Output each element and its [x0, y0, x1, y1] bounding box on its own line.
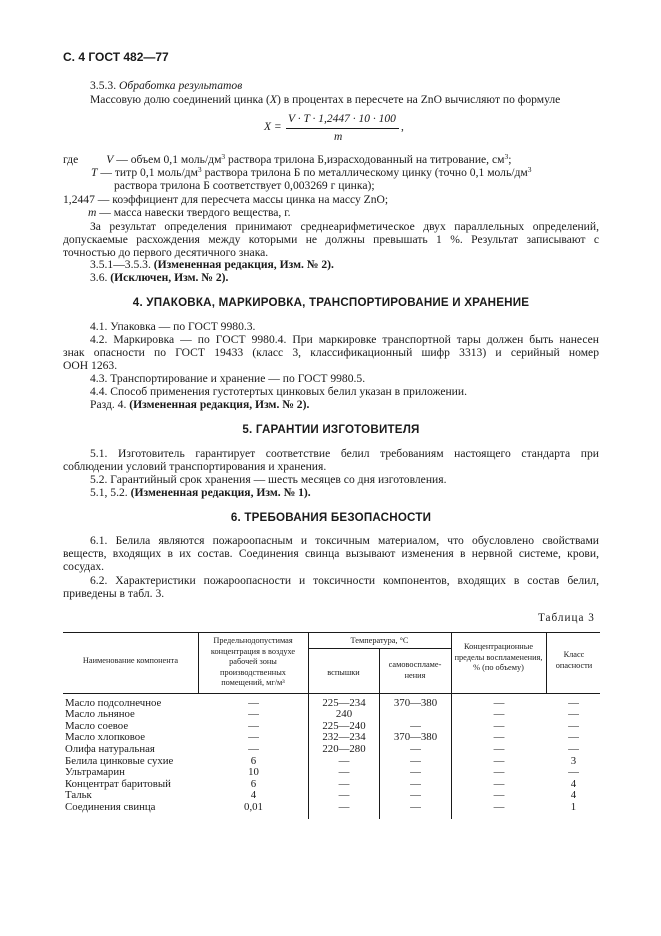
- formula-denominator: m: [334, 131, 343, 143]
- table-3: [63, 632, 600, 822]
- cell-flash: 240: [335, 708, 353, 720]
- section-5-p1-line1: 5.1. Изготовитель гарантирует соответствие белил требованиям настоящего стандарта при: [90, 447, 599, 460]
- cell-self-ignition: —: [410, 778, 421, 790]
- section-6-p1-line2: веществ, входящих в их состав. Соединения свинца вызывают изменения в нервной системе, крови,: [63, 547, 599, 560]
- cell-flash: —: [338, 801, 350, 813]
- section-6-title: 6. ТРЕБОВАНИЯ БЕЗОПАСНОСТИ: [230, 511, 432, 524]
- result-line-1: За результат определения принимают среднеарифметическое двух параллельных определений,: [90, 220, 599, 233]
- section-4-note-number: Разд. 4.: [90, 398, 127, 411]
- legend-t-continued: раствора трилона Б соответствует 0,003269 г цинка);: [114, 179, 375, 192]
- header-class: Класс опасности: [555, 650, 593, 670]
- section-4-p2-line3: ООН 1263.: [63, 359, 118, 372]
- note-36-number: 3.6.: [90, 271, 108, 284]
- cell-concentration: —: [493, 720, 505, 732]
- symbol-t: T: [91, 166, 98, 179]
- note-351-353-text: (Измененная редакция, Изм. № 2).: [153, 258, 334, 271]
- section-6-p1-line3: сосудах.: [63, 560, 105, 573]
- cell-name: Масло льняное: [65, 708, 135, 720]
- cell-concentration: —: [493, 731, 505, 743]
- note-36-text: (Исключен, Изм. № 2).: [110, 271, 229, 284]
- intro-text-b: ) в процентах в пересчете на ZnO вычисляют по формуле: [276, 93, 561, 106]
- note-36: [90, 271, 228, 284]
- legend-v: где V — объем 0,1 моль/$дм^3$ раствора трилона Б,израсходованный на титрование, $см^3$;: [63, 152, 512, 166]
- section-5-p2: 5.2. Гарантийный срок хранения — шесть месяцев со дня изготовления.: [90, 473, 447, 486]
- legend-v-text-c: ;: [508, 153, 512, 166]
- header-temperature: Температура, °С: [350, 636, 409, 645]
- symbol-m: m: [88, 206, 97, 219]
- section-353-heading: [90, 79, 242, 92]
- cell-self-ignition: 370—380: [393, 697, 438, 709]
- where-word: где: [63, 153, 79, 166]
- section-5-p1-line2: соблюдении условий транспортирования и хранения.: [63, 460, 327, 473]
- formula-numerator: V · T · 1,2447 · 10 · 100: [288, 113, 396, 125]
- formula-lhs: X =: [264, 121, 282, 133]
- cell-flash: —: [338, 766, 350, 778]
- intro-symbol-x: X: [269, 93, 277, 106]
- cell-name: Масло соевое: [65, 720, 129, 732]
- cell-pdk: —: [248, 731, 259, 743]
- cell-flash: —: [338, 755, 350, 767]
- cell-pdk: —: [248, 720, 259, 732]
- col-rule-1: [198, 632, 199, 693]
- cell-self-ignition: —: [410, 789, 421, 801]
- section-353-intro: [90, 93, 560, 106]
- formula-comma: ,: [401, 121, 404, 133]
- section-6-p2-line2: приведены в табл. 3.: [63, 587, 165, 600]
- header-self-ignition: самовоспламе-нения: [388, 660, 442, 680]
- section-353-title: Обработка результатов: [119, 79, 243, 92]
- cell-concentration: —: [493, 801, 505, 813]
- section-4-p2-line2: знак опасности по ГОСТ 19433 (класс 3, классификационный шифр 3313) и серийный номер: [63, 346, 599, 359]
- cell-self-ignition: —: [410, 801, 421, 813]
- cell-name: Масло хлопковое: [65, 731, 146, 743]
- formula-fraction-bar: [286, 128, 399, 129]
- cell-class: —: [568, 697, 579, 709]
- note-351-353-number: 3.5.1—3.5.3.: [90, 258, 151, 271]
- header-name: Наименование компонента: [82, 656, 179, 665]
- cell-pdk: —: [248, 697, 259, 709]
- cell-pdk: 6: [250, 778, 257, 790]
- cell-flash: 220—280: [322, 743, 366, 755]
- cell-class: 4: [570, 789, 577, 801]
- section-5-note-text: (Измененная редакция, Изм. № 1).: [130, 486, 311, 499]
- section-5-note: [90, 486, 311, 499]
- section-4-note-text: (Измененная редакция, Изм. № 2).: [129, 398, 310, 411]
- cell-concentration: —: [493, 743, 505, 755]
- result-line-3: точностью до первого десятичного знака.: [63, 246, 269, 259]
- note-351-353: [90, 258, 334, 271]
- cell-concentration: —: [493, 755, 505, 767]
- legend-m-text: — масса навески твердого вещества, г.: [96, 206, 291, 219]
- legend-t-text-b: раствора трилона Б по металлическому цинку (точно 0,1 моль/дм: [201, 166, 528, 179]
- section-4-title: 4. УПАКОВКА, МАРКИРОВКА, ТРАНСПОРТИРОВАНИЕ И ХРАНЕНИЕ: [132, 296, 530, 309]
- cell-name: Соединения свинца: [65, 801, 156, 813]
- section-4-p4: 4.4. Способ применения густотертых цинковых белил указан в приложении.: [90, 385, 467, 398]
- cell-name: Белила цинковые сухие: [65, 755, 174, 767]
- cell-name: Олифа натуральная: [65, 743, 155, 755]
- cell-self-ignition: 370—380: [393, 731, 438, 743]
- cell-name: Тальк: [65, 789, 92, 801]
- cell-class: —: [568, 743, 579, 755]
- cell-flash: 225—234: [322, 697, 366, 709]
- cell-class: 1: [570, 801, 577, 813]
- header-pdk: Предельнодопустимая концентрация в воздухе рабочей зоны производственных помещений, мг/м³: [210, 636, 296, 688]
- table-top-border: [63, 632, 600, 633]
- cell-class: —: [568, 720, 579, 732]
- table-header-bottom-border: [63, 693, 600, 694]
- cell-name: Ультрамарин: [65, 766, 125, 778]
- cell-self-ignition: —: [410, 743, 421, 755]
- cell-flash: 225—240: [322, 720, 366, 732]
- cell-pdk: —: [248, 743, 259, 755]
- cell-concentration: —: [493, 778, 505, 790]
- section-353-number: 3.5.3.: [90, 79, 117, 92]
- cell-self-ignition: —: [410, 720, 421, 732]
- header-flash: вспышки: [327, 668, 360, 677]
- header-concentration: Концентрационные пределы воспламенения, % (по объему): [454, 642, 543, 673]
- result-line-2: допускаемые расхождения между которыми не должны превышать 1 %. Результат записывают с: [63, 233, 599, 246]
- section-6-p1-line1: 6.1. Белила являются пожароопасным и токсичным материалом, что обусловлено свойствами: [90, 534, 599, 547]
- section-4-p2-line1: 4.2. Маркировка — по ГОСТ 9980.4. При маркировке транспортной тары должен быть нанесен: [90, 333, 599, 346]
- cell-class: —: [568, 708, 579, 720]
- section-6-p2-line1: 6.2. Характеристики пожароопасности и токсичности компонентов, входящих в состав белил,: [90, 574, 599, 587]
- cell-name: Концентрат баритовый: [65, 778, 171, 790]
- table-caption: Таблица 3: [538, 612, 595, 624]
- cell-self-ignition: —: [410, 755, 421, 767]
- section-5-title: 5. ГАРАНТИИ ИЗГОТОВИТЕЛЯ: [242, 423, 420, 436]
- cell-concentration: —: [493, 789, 505, 801]
- section-4-p1: 4.1. Упаковка — по ГОСТ 9980.3.: [90, 320, 256, 333]
- intro-text-a: Массовую долю соединений цинка (: [90, 93, 270, 106]
- legend-m: [88, 206, 291, 219]
- symbol-v: V: [106, 153, 114, 166]
- cell-flash: 232—234: [322, 731, 366, 743]
- cell-concentration: —: [493, 766, 505, 778]
- cell-pdk: 4: [250, 789, 257, 801]
- legend-t: T — титр 0,1 моль/$дм^3$ раствора трилона Б по металлическому цинку (точно 0,1 моль/$дм^3$: [91, 165, 532, 179]
- cell-class: 4: [570, 778, 577, 790]
- cell-class: —: [568, 731, 579, 743]
- col-rule-5: [546, 632, 547, 693]
- cell-pdk: 6: [250, 755, 257, 767]
- cell-pdk: 0,01: [244, 801, 263, 813]
- cell-self-ignition: —: [410, 766, 421, 778]
- cell-concentration: —: [493, 697, 505, 709]
- cell-concentration: —: [493, 708, 505, 720]
- section-4-p3: 4.3. Транспортирование и хранение — по ГОСТ 9980.5.: [90, 372, 366, 385]
- section-5-note-number: 5.1, 5.2.: [90, 486, 128, 499]
- cell-flash: —: [338, 789, 350, 801]
- section-4-note: [90, 398, 309, 411]
- cell-class: —: [568, 766, 579, 778]
- legend-v-text-a: — объем 0,1 моль/дм: [113, 153, 222, 166]
- legend-t-text-a: — титр 0,1 моль/дм: [97, 166, 198, 179]
- page-header: С. 4 ГОСТ 482—77: [63, 50, 169, 64]
- cell-name: Масло подсолнечное: [65, 697, 162, 709]
- cell-class: 3: [570, 755, 577, 767]
- cell-pdk: —: [248, 708, 259, 720]
- legend-coefficient: 1,2447 — коэффициент для пересчета массы цинка на массу ZnO;: [63, 193, 389, 206]
- legend-v-text-b: раствора трилона Б,израсходованный на титрование, см: [225, 153, 505, 166]
- cell-flash: —: [338, 778, 350, 790]
- cell-pdk: 10: [248, 766, 259, 778]
